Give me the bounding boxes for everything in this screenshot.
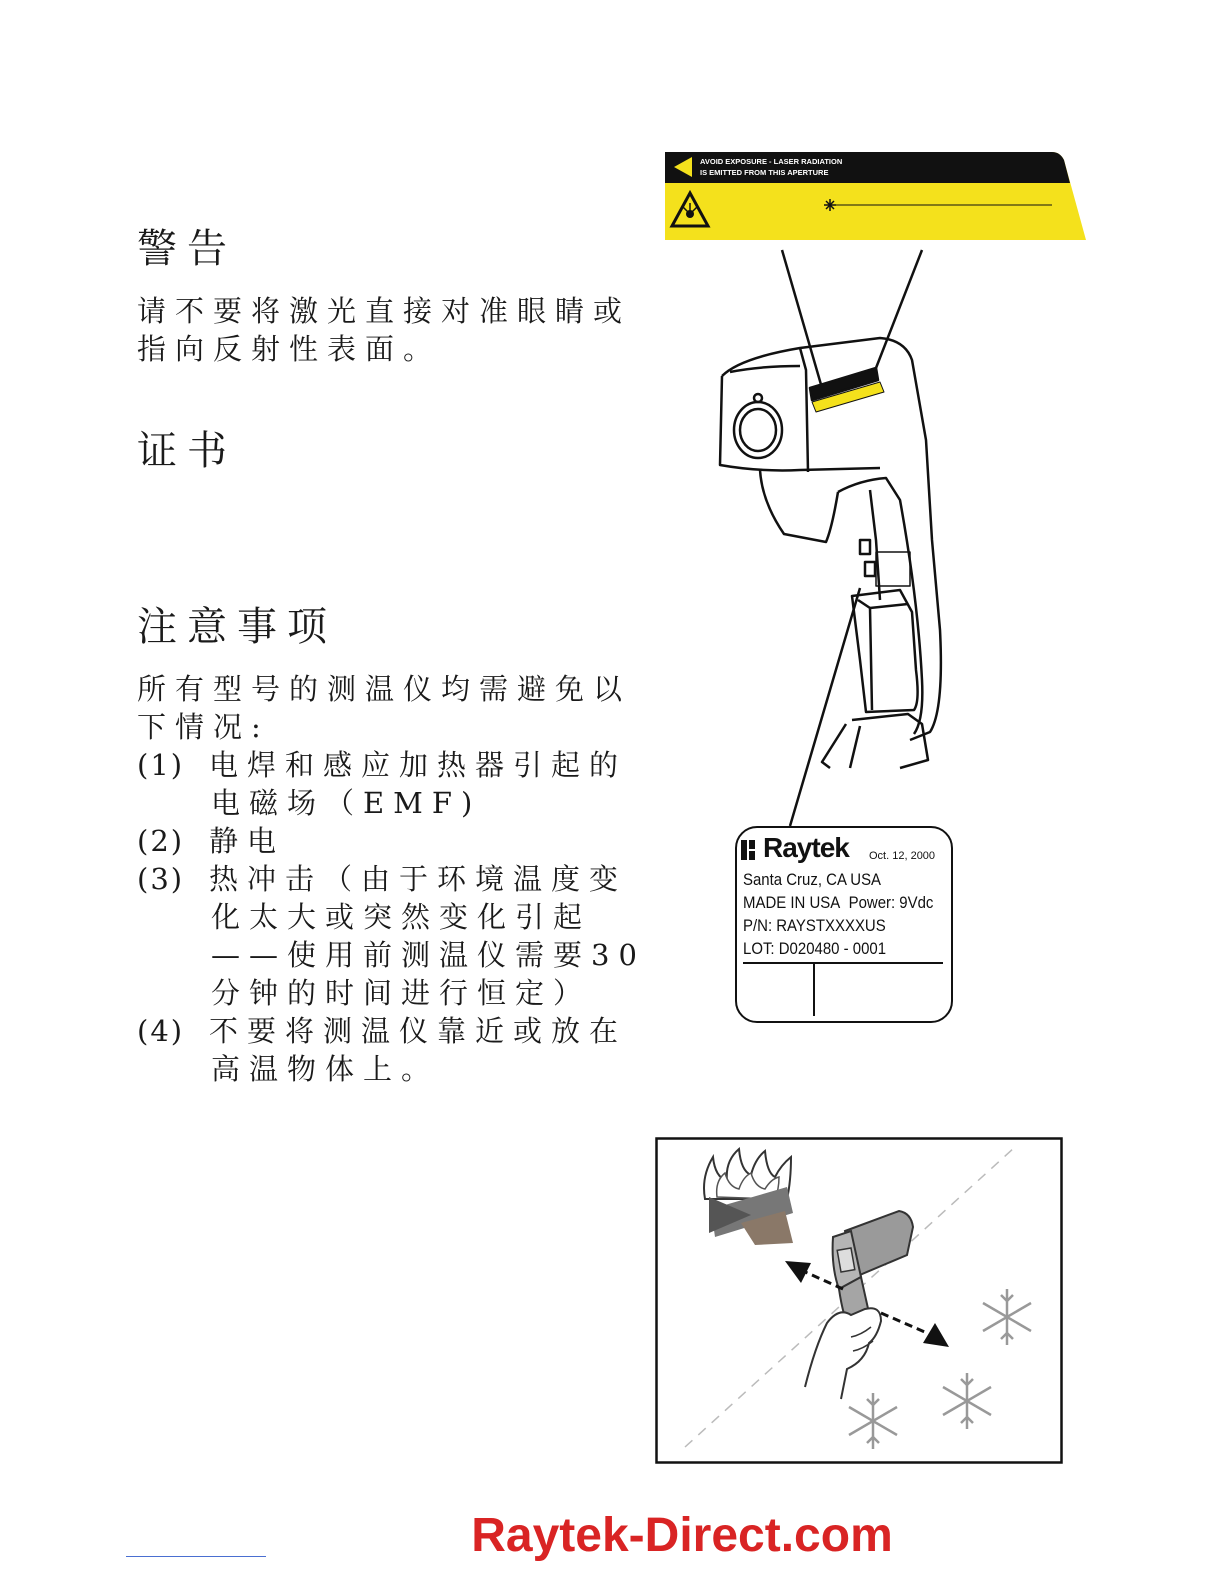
laser-label-line-2: IS EMITTED FROM THIS APERTURE: [700, 168, 829, 177]
precautions-intro-line-1: 所有型号的测温仪均需避免以: [137, 672, 632, 706]
precaution-item-2: [137, 822, 285, 860]
precaution-item-4-cont: 高温物体上。: [211, 1052, 440, 1086]
thermal-shock-illustration: [655, 1137, 1063, 1465]
certificate-heading: 证书: [137, 428, 237, 474]
raytek-logo-icon: [741, 838, 761, 860]
warning-text-line-1: 请不要将激光直接对准眼睛或: [137, 294, 632, 328]
item-text: 热冲击（由于环境温度变: [209, 862, 628, 896]
laser-label-line-1: AVOID EXPOSURE - LASER RADIATION: [700, 157, 843, 166]
laser-warning-label: [660, 150, 1090, 242]
label-part-number: P/N: RAYSTXXXXUS: [743, 916, 886, 935]
label-vertical-divider: [813, 964, 815, 1016]
label-location: Santa Cruz, CA USA: [743, 870, 882, 889]
precaution-item-1-cont: 电磁场（EMF): [211, 786, 482, 820]
precautions-intro-line-2: 下情况:: [137, 710, 270, 744]
precaution-item-1: [137, 746, 627, 784]
label-power: Power: 9Vdc: [848, 893, 934, 912]
item-text: 电焊和感应加热器引起的: [209, 748, 628, 782]
item-number: (1): [137, 748, 185, 782]
brand-name: Raytek: [763, 832, 849, 863]
item-number: (3): [137, 862, 185, 896]
precaution-item-3: [137, 860, 627, 898]
item-number: (2): [137, 824, 185, 858]
warning-heading: 警告: [137, 226, 237, 272]
warning-text-line-2: 指向反射性表面。: [137, 332, 442, 366]
item-text: 不要将测温仪靠近或放在: [209, 1014, 628, 1048]
precaution-item-3-cont-1: 化太大或突然变化引起: [211, 900, 592, 934]
precaution-item-3-cont-3: 分钟的时间进行恒定）: [211, 976, 592, 1010]
label-lot: LOT: D020480 - 0001: [743, 939, 887, 958]
label-divider: [743, 962, 943, 964]
product-label: [735, 826, 953, 1023]
footer-site-link[interactable]: Raytek-Direct.com: [471, 1509, 893, 1562]
item-text: 静电: [209, 824, 286, 858]
item-number: (4): [137, 1014, 185, 1048]
precautions-heading: 注意事项: [137, 604, 337, 650]
label-made: MADE IN USA: [743, 893, 841, 912]
precaution-item-3-cont-2: ——使用前测温仪需要30: [211, 938, 646, 972]
label-date: Oct. 12, 2000: [869, 850, 936, 862]
precaution-item-4: [137, 1012, 627, 1050]
label-made-power: [743, 893, 933, 913]
thermometer-drawing: [700, 240, 960, 830]
